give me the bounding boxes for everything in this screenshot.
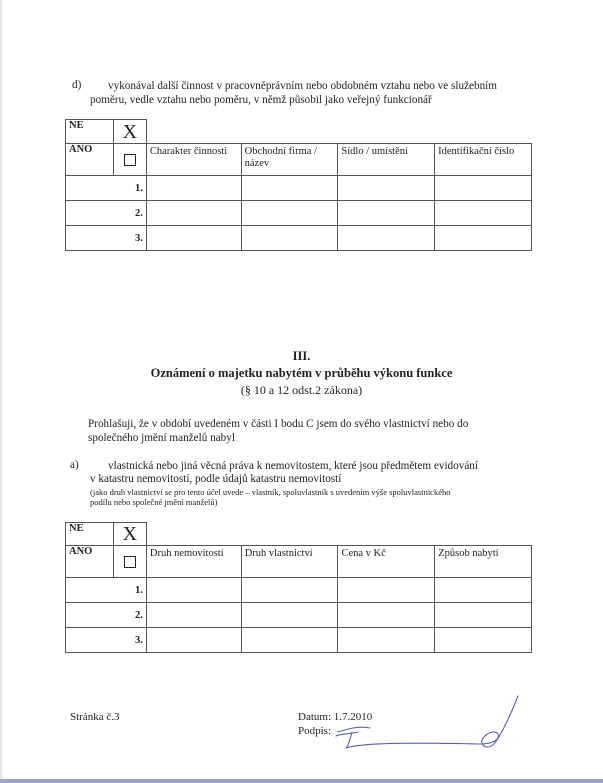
col-header: Sídlo / umístění xyxy=(338,144,435,176)
table-cell[interactable] xyxy=(435,628,532,653)
table-row xyxy=(66,226,532,251)
table-cell[interactable] xyxy=(338,603,435,628)
col-header: Druh nemovitosti xyxy=(146,546,241,578)
section-a-note2: podílu nebo společné jmění manželů) xyxy=(90,497,218,507)
table-cell[interactable] xyxy=(241,226,338,251)
table-cell[interactable] xyxy=(146,603,241,628)
ne-x-mark[interactable]: X xyxy=(113,523,146,546)
signature-label: Podpis: xyxy=(298,725,332,737)
table-cell[interactable] xyxy=(241,603,338,628)
table-cell[interactable] xyxy=(146,226,241,251)
section-a-note1: (jako druh vlastnictví se pro tento účel uvede – vlastník, spoluvlastník s uvedením výše spoluvlastnického xyxy=(90,487,451,497)
col-header: Charakter činnosti xyxy=(146,144,241,176)
date-label: Datum: 1.7.2010 xyxy=(298,711,373,723)
col-header: Identifikační číslo xyxy=(435,144,532,176)
declaration-line2: společného jmění manželů nabyl xyxy=(88,432,235,444)
row-number: 2. xyxy=(66,603,147,628)
section-roman-numeral: III. xyxy=(292,349,311,363)
table-cell[interactable] xyxy=(435,603,532,628)
ne-label: NE xyxy=(66,523,114,546)
table-cell[interactable] xyxy=(435,176,532,201)
scan-edge-bottom xyxy=(0,779,603,783)
table-cell[interactable] xyxy=(241,176,338,201)
table-row xyxy=(66,603,532,628)
table-row xyxy=(66,201,532,226)
table-cell[interactable] xyxy=(338,176,435,201)
activity-table xyxy=(65,119,532,251)
section-d-line2: poměru, vedle vztahu nebo poměru, v němž působil jako veřejný funkcionář xyxy=(90,94,432,106)
section-a-line1: vlastnická nebo jiná věcná práva k nemovitostem, které jsou předmětem evidování xyxy=(108,460,479,472)
table-cell[interactable] xyxy=(241,628,338,653)
table-cell[interactable] xyxy=(338,628,435,653)
table-cell[interactable] xyxy=(241,578,338,603)
ne-x-mark[interactable]: X xyxy=(113,120,146,144)
row-number: 1. xyxy=(66,176,147,201)
table-cell[interactable] xyxy=(146,201,241,226)
section-title: Oznámení o majetku nabytém v průběhu výkonu funkce xyxy=(150,366,453,380)
row-number: 1. xyxy=(66,578,147,603)
ano-label: ANO xyxy=(66,546,114,578)
table-row xyxy=(66,176,532,201)
handwritten-signature xyxy=(330,688,530,758)
col-header: Obchodní firma / název xyxy=(241,144,338,176)
declaration-line1: Prohlašuji, že v období uvedeném v části I bodu C jsem do svého vlastnictví nebo do xyxy=(88,418,469,430)
table-cell[interactable] xyxy=(338,201,435,226)
table-cell[interactable] xyxy=(435,201,532,226)
table-cell[interactable] xyxy=(146,176,241,201)
section-a-letter: a) xyxy=(70,459,79,471)
row-number: 3. xyxy=(66,628,147,653)
table-row xyxy=(66,628,532,653)
section-d-letter: d) xyxy=(72,79,82,91)
table-cell[interactable] xyxy=(146,628,241,653)
ne-label: NE xyxy=(66,120,114,144)
row-number: 3. xyxy=(66,226,147,251)
section-a-line2: v katastru nemovitostí, podle údajů katastru nemovitostí xyxy=(90,473,342,485)
table-cell[interactable] xyxy=(338,578,435,603)
table-cell[interactable] xyxy=(435,578,532,603)
col-header: Cena v Kč xyxy=(338,546,435,578)
col-header: Druh vlastnictví xyxy=(241,546,338,578)
row-number: 2. xyxy=(66,201,147,226)
section-subtitle: (§ 10 a 12 odst.2 zákona) xyxy=(240,383,363,397)
table-row xyxy=(66,578,532,603)
page-number: Stránka č.3 xyxy=(70,711,120,723)
table-cell[interactable] xyxy=(435,226,532,251)
table-cell[interactable] xyxy=(241,201,338,226)
ano-label: ANO xyxy=(66,144,114,176)
section-d-line1: vykonával další činnost v pracovněprávním nebo obdobném vztahu nebo ve služebním xyxy=(108,80,497,92)
table-cell[interactable] xyxy=(146,578,241,603)
col-header: Způsob nabytí xyxy=(435,546,532,578)
table-cell[interactable] xyxy=(338,226,435,251)
property-table xyxy=(65,522,532,653)
ano-checkbox[interactable] xyxy=(124,556,136,568)
ano-checkbox[interactable] xyxy=(124,154,136,166)
